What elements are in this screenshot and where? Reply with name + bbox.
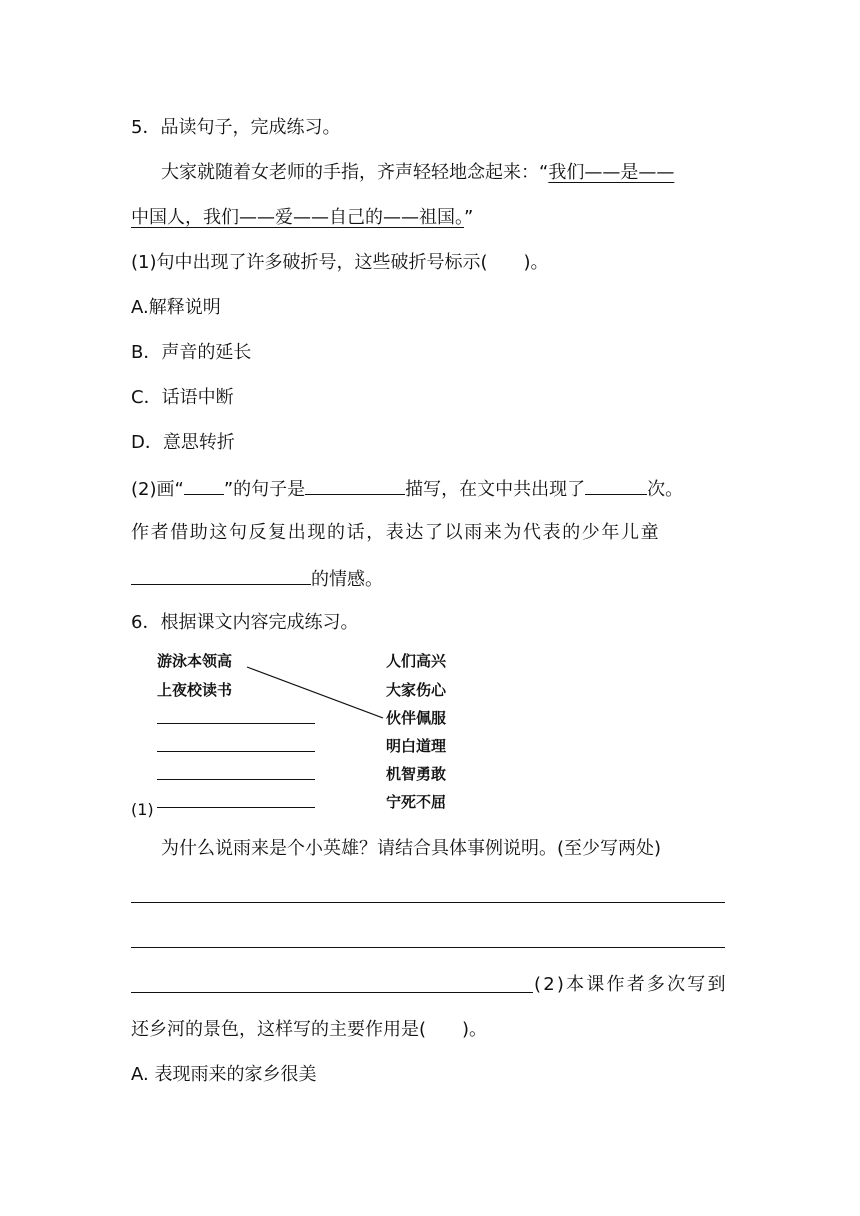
q5-sub2-c: 描写，在文中共出现了 [405, 479, 586, 500]
match-right-item-2: 大家伤心 [386, 681, 447, 699]
match-right-item-5: 机智勇敢 [386, 765, 447, 783]
q5-sub2-a: (2)画“ [131, 479, 184, 500]
q6-sub1-question: 为什么说雨来是个小英雄？请结合具体事例说明。(至少写两处) [161, 838, 662, 859]
q5-sub2-line-2: 作者借助这句反复出现的话，表达了以雨来为代表的少年儿童 [131, 522, 661, 543]
q5-option-b: B．声音的延长 [131, 342, 252, 363]
q5-sub1-question: (1)句中出现了许多破折号，这些破折号标示( )。 [131, 252, 549, 273]
match-right-item-1: 人们高兴 [386, 652, 447, 670]
q5-sub2-tail: 的情感。 [311, 569, 383, 590]
q5-option-d: D．意思转折 [131, 432, 235, 453]
q5-option-a: A.解释说明 [131, 297, 221, 318]
q6-sub1-label: (1) [131, 800, 154, 819]
q5-heading: 5．品读句子，完成练习。 [131, 117, 341, 138]
match-connector-line [247, 667, 383, 718]
q5-sub2-d: 次。 [647, 479, 684, 500]
q5-quote-close: ” [464, 207, 474, 228]
q6-sub2-option-a: A. 表现雨来的家乡很美 [131, 1064, 317, 1085]
q6-sub2-line-2: 还乡河的景色，这样写的主要作用是( )。 [131, 1019, 488, 1040]
q6-sub2-prefix: (2)本课作者多次写到 [534, 974, 728, 995]
q6-answer-line-3[interactable] [131, 992, 533, 993]
match-left-item-1: 游泳本领高 [157, 652, 233, 670]
q5-quote-part2: 中国人，我们——爱——自己的——祖国。 [131, 207, 464, 228]
q5-quote-intro: 大家就随着女老师的手指，齐声轻轻地念起来：“ [161, 162, 549, 183]
match-right-item-6: 宁死不屈 [386, 793, 447, 811]
match-left-item-2: 上夜校读书 [157, 681, 233, 699]
match-right-item-4: 明白道理 [386, 737, 447, 755]
q6-heading: 6．根据课文内容完成练习。 [131, 612, 359, 633]
q5-quote-part1: 我们——是—— [548, 162, 675, 183]
q5-option-c: C．话语中断 [131, 387, 234, 408]
q6-answer-line-2[interactable] [131, 947, 725, 948]
q6-answer-line-1[interactable] [131, 902, 725, 903]
q5-sub2-b: ”的句子是 [223, 479, 306, 500]
match-right-item-3: 伙伴佩服 [386, 709, 447, 727]
